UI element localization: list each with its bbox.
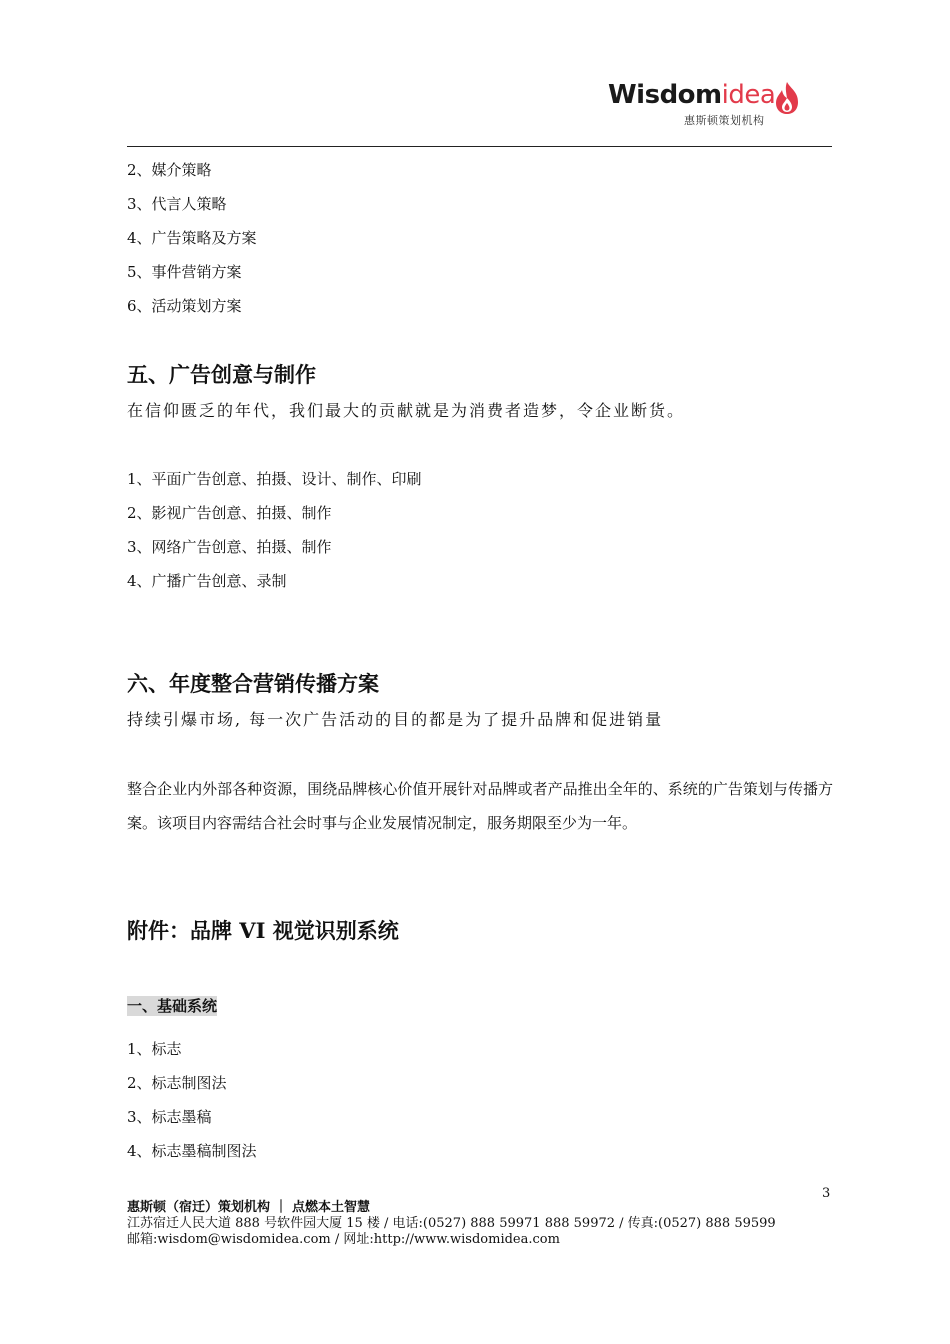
- list-item: 4、广告策略及方案: [127, 229, 257, 247]
- flame-icon: [770, 80, 804, 116]
- logo-word-idea: idea: [721, 80, 776, 110]
- list-item: 3、代言人策略: [127, 195, 227, 213]
- page-number: 3: [822, 1186, 831, 1201]
- appendix-heading: 附件：品牌 VI 视觉识别系统: [127, 918, 399, 943]
- list-item: 3、标志墨稿: [127, 1108, 212, 1126]
- footer-contact: 邮箱:wisdom@wisdomidea.com / 网址:http://www.wisdomidea.com: [127, 1232, 560, 1247]
- section-heading-5: 五、广告创意与制作: [127, 362, 316, 387]
- footer-address: 江苏宿迁人民大道 888 号软件园大厦 15 楼 / 电话:(0527) 888 59971 888 59972 / 传真:(0527) 888 59599: [127, 1216, 776, 1231]
- page-footer: [127, 1200, 776, 1248]
- section-tagline-6: 持续引爆市场, 每一次广告活动的目的都是为了提升品牌和促进销量: [127, 710, 664, 729]
- section-tagline-5: 在信仰匮乏的年代，我们最大的贡献就是为消费者造梦，令企业断货。: [127, 401, 686, 420]
- list-item: 5、事件营销方案: [127, 263, 242, 281]
- list-item: 1、平面广告创意、拍摄、设计、制作、印刷: [127, 470, 422, 488]
- list-item: 4、广播广告创意、录制: [127, 572, 287, 590]
- list-item: 2、影视广告创意、拍摄、制作: [127, 504, 332, 522]
- list-item: 2、媒介策略: [127, 161, 212, 179]
- company-logo: [608, 78, 808, 130]
- list-item: 3、网络广告创意、拍摄、制作: [127, 538, 332, 556]
- logo-word-wisdom: Wisdom: [608, 80, 722, 110]
- logo-subtitle: 惠斯顿策划机构: [684, 114, 765, 127]
- list-item: 1、标志: [127, 1040, 182, 1058]
- section-paragraph-6: 整合企业内外部各种资源，围绕品牌核心价值开展针对品牌或者产品推出全年的、系统的广告策划与传播方案。该项目内容需结合社会时事与企业发展情况制定，服务期限至少为一年。: [127, 780, 833, 832]
- appendix-subheading: 一、基础系统: [127, 997, 218, 1015]
- logo-wordmark: [608, 78, 775, 112]
- footer-company: 惠斯顿（宿迁）策划机构 ｜ 点燃本土智慧: [127, 1200, 371, 1215]
- section-heading-6: 六、年度整合营销传播方案: [127, 671, 379, 696]
- list-item: 4、标志墨稿制图法: [127, 1142, 257, 1160]
- list-item: 2、标志制图法: [127, 1074, 227, 1092]
- list-item: 6、活动策划方案: [127, 297, 242, 315]
- header-divider: [127, 146, 832, 147]
